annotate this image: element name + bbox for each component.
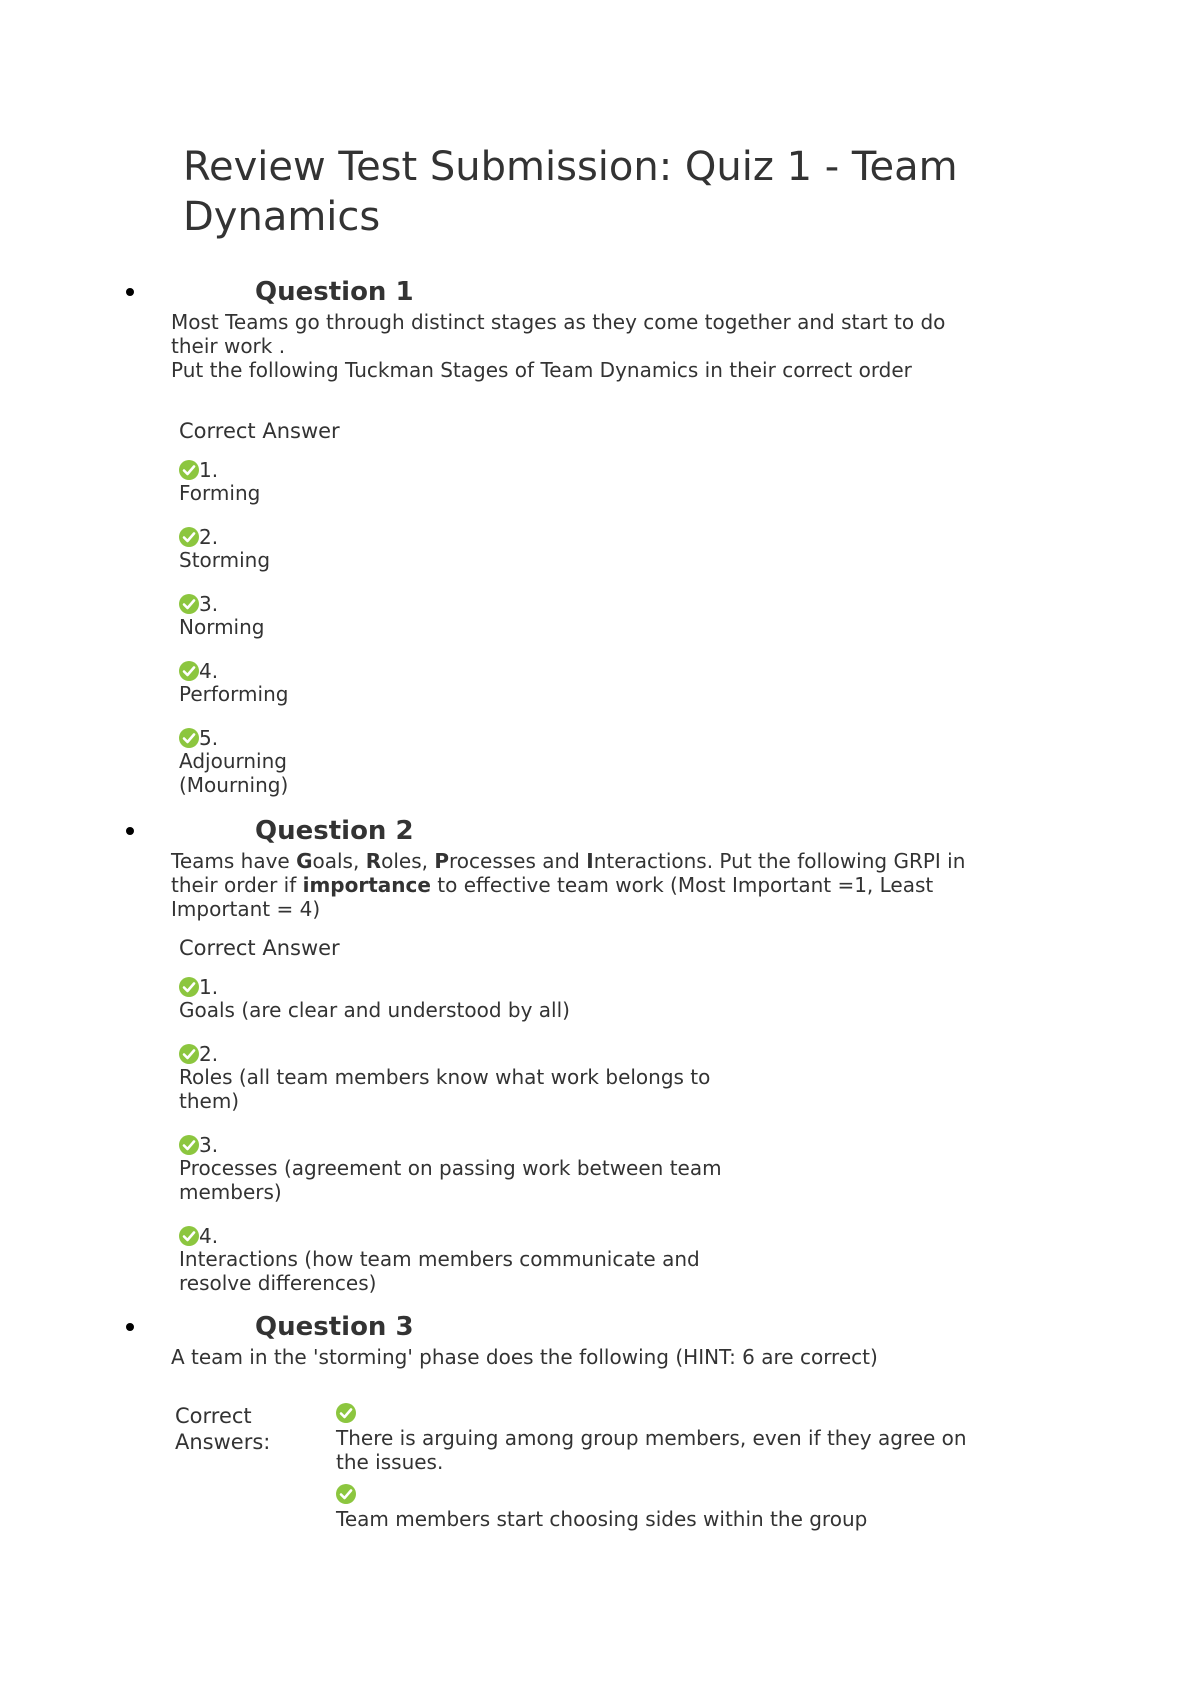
text-emphasis: G: [296, 849, 313, 873]
answer-number: 4.: [199, 1224, 219, 1248]
check-icon: [336, 1403, 356, 1423]
list-bullet: [126, 827, 134, 835]
question-heading: Question 1: [255, 277, 414, 307]
text-part: oles,: [381, 849, 435, 873]
question-text: A team in the 'storming' phase does the following (HINT: 6 are correct): [171, 1345, 878, 1369]
answer-item: [179, 1225, 739, 1295]
question-text: [171, 310, 991, 382]
answer-label: Team members start choosing sides within the group: [336, 1507, 868, 1531]
answer-number: 3.: [199, 1133, 219, 1157]
check-icon: [179, 1135, 199, 1155]
answer-item: [179, 976, 779, 1022]
answer-label: Roles (all team members know what work belongs to them): [179, 1065, 711, 1113]
question-text: [171, 849, 991, 921]
answer-number: 4.: [199, 659, 219, 683]
text-part: oals,: [312, 849, 366, 873]
answer-item: [179, 593, 779, 639]
check-icon: [179, 594, 199, 614]
answer-item: [179, 660, 779, 706]
correct-answers-label: Correct Answers:: [175, 1404, 271, 1454]
text-part: Teams have: [171, 849, 297, 873]
answer-item: [179, 727, 299, 797]
answer-item: [179, 526, 779, 572]
answer-number: 2.: [199, 1042, 219, 1066]
answer-label: Forming: [179, 481, 261, 505]
check-icon: [179, 527, 199, 547]
question-text-line: Put the following Tuckman Stages of Team Dynamics in their correct order: [171, 358, 912, 382]
answer-label: Processes (agreement on passing work between team members): [179, 1156, 722, 1204]
answer-number: 3.: [199, 592, 219, 616]
text-part: rocesses and: [449, 849, 587, 873]
answer-label: Goals (are clear and understood by all): [179, 998, 570, 1022]
question-heading: Question 3: [255, 1312, 414, 1342]
answer-item: [179, 459, 779, 505]
answer-label: There is arguing among group members, even if they agree on the issues.: [336, 1426, 967, 1474]
check-icon: [179, 661, 199, 681]
check-icon: [336, 1484, 356, 1504]
question-heading: Question 2: [255, 816, 414, 846]
list-bullet: [126, 1323, 134, 1331]
check-icon: [179, 1044, 199, 1064]
check-icon: [179, 1226, 199, 1246]
answer-number: 1.: [199, 975, 219, 999]
answer-item: [336, 1403, 996, 1474]
text-emphasis: importance: [302, 873, 431, 897]
correct-answer-label: Correct Answer: [179, 936, 340, 960]
question-text-line: Most Teams go through distinct stages as they come together and start to do their work .: [171, 310, 946, 358]
answer-label: Storming: [179, 548, 271, 572]
check-icon: [179, 728, 199, 748]
answer-number: 2.: [199, 525, 219, 549]
text-emphasis: R: [365, 849, 382, 873]
text-emphasis: I: [586, 849, 594, 873]
answer-number: 1.: [199, 458, 219, 482]
answer-label: Performing: [179, 682, 289, 706]
answer-number: 5.: [199, 726, 219, 750]
text-emphasis: P: [434, 849, 449, 873]
answer-item: [336, 1484, 996, 1531]
answer-label: Norming: [179, 615, 265, 639]
answer-label: Interactions (how team members communicate and resolve differences): [179, 1247, 700, 1295]
page-title: Review Test Submission: Quiz 1 - Team Dynamics: [183, 144, 958, 240]
answer-item: [179, 1134, 739, 1204]
check-icon: [179, 460, 199, 480]
text-part: to effective team work (Most Important =1, Least Important = 4): [171, 873, 934, 921]
check-icon: [179, 977, 199, 997]
answer-item: [179, 1043, 739, 1113]
list-bullet: [126, 288, 134, 296]
correct-answer-label: Correct Answer: [179, 419, 340, 443]
answer-label: Adjourning (Mourning): [179, 749, 289, 797]
text-part: nteractions. Put the following GRPI in their order if: [171, 849, 966, 897]
